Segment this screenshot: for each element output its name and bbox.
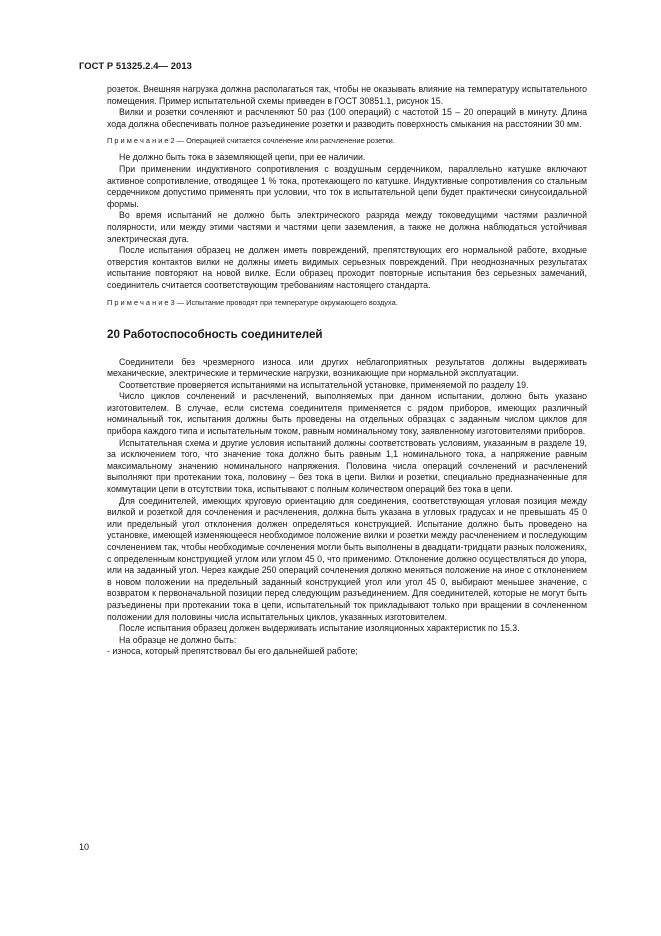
page-body (107, 84, 587, 658)
document-header: ГОСТ Р 51325.2.4— 2013 (79, 60, 192, 71)
paragraph: После испытания образец должен выдерживать испытание изоляционных характеристик по 15.3. (119, 623, 520, 634)
paragraph: розеток. Внешняя нагрузка должна располагаться так, чтобы не оказывать влияние на температуру испытательного помещения. Пример испытательной схемы приведен в ГОСТ 30851.1, рисунок 15. (107, 84, 587, 106)
section-title: 20 Работоспособность соединителей (107, 327, 323, 341)
paragraph: Соответствие проверяется испытаниями на испытательной установке, применяемой по разделу 19. (119, 379, 529, 390)
paragraph: Вилки и розетки сочленяют и расчленяют 50 раз (100 операций) с частотой 15 – 20 операций в минуту. Длина хода должна обеспечивать полное разъединение розетки и разводить поверхность смыкания на расстоянии 30 мм. (107, 107, 587, 129)
paragraph: Соединители без чрезмерного износа или других неблагоприятных результатов должны выдерживать механические, электрические и термические нагрузки, возникающие при нормальной эксплуатации. (107, 356, 587, 379)
paragraph: На образце не должно быть: (119, 634, 237, 645)
list-item: - износа, который препятствовал бы его дальнейшей работе; (107, 646, 358, 657)
paragraph: Для соединителей, имеющих круговую ориентацию для соединения, соответствующая угловая позиция между вилкой и розеткой для сочленения и расчленения, должна быть указана в угловых градусах и не превышать 45 0 или предельный угол отклонения должен определяться конструкцией. Испытание должно быть проведено на установке, имеющей изменяющееся необходимое положение вилки и розетки между расчленением и последующим сочленением так, чтобы необходимые сочленения могли быть выполнены в двадцати-тридцати разных положениях, с определенным конструкцией углом или углом 45 0, что применимо. Отклонение должно осуществляться до упора, или на заданный угол. Через каждые 250 операций сочленения должно меняться положение на иное с отклонением в новом положении на предельный заданный конструкцией угол или угол 45 0, выбирают меньшее значение, с возвратом к первоначальной позиции перед следующим разъединением. Для соединителей, которые не могут быть разъединены при протекании тока в цепи, испытательный ток прикладывают только при вращении в сочлененном положении для половины числа испытательных циклов, указанных изготовителем. (107, 495, 587, 622)
paragraph: После испытания образец не должен иметь повреждений, препятствующих его нормальной работе, входные отверстия контактов вилки не должны иметь видимых серьезных повреждений. При неоднозначных результатах испытание повторяют на новой вилке. Если образец проходит повторные испытания без серьезных замечаний, соединитель считается соответствующим требованиям настоящего стандарта. (107, 245, 587, 290)
paragraph: Не должно быть тока в заземляющей цепи, при ее наличии. (119, 152, 366, 163)
paragraph: При применении индуктивного сопротивления с воздушным сердечником, параллельно катушке включают активное сопротивление, отводящее 1 % тока, протекающего по катушке. Индуктивные сопротивления со стальным сердечником допустимо применять при условии, что ток в испытательной цепи будет практически синусоидальной формы. (107, 163, 587, 209)
paragraph: Испытательная схема и другие условия испытаний должны соответствовать условиям, указанным в разделе 19, за исключением того, что значение тока должно быть равным 1,1 номинального тока, а напряжение равным максимальному значению номинального напряжения. Половина числа операций сочленений и расчленений выполняют при протекании тока, половину – без тока в цепи. Вилки и розетки, специально предназначенные для коммутации цепи в отсутствии тока, испытывают с полным количеством операций без тока в цепи. (107, 437, 587, 495)
paragraph: Число циклов сочленений и расчленений, выполняемых при данном испытании, должно быть указано изготовителем. В случае, если система соединителя применяется с рядом приборов, имеющих различный номинальный ток, испытания должны быть проведены на отдельных образцах с заданным числом циклов для прибора каждого типа и испытательным током, равным номинальному току, заявленному изготовителями приборов. (107, 391, 587, 437)
page-number: 10 (79, 842, 90, 852)
note: П р и м е ч а н и е 2 — Операцией считается сочленение или расчленение розетки. (107, 136, 395, 146)
paragraph: Во время испытаний не должно быть электрического разряда между токоведущими частями различной полярности, или между этими частями и частями цепи заземления, а также не должна наблюдаться устойчивая электрическая дуга. (107, 210, 587, 244)
note: П р и м е ч а н и е 3 — Испытание проводят при температуре окружающего воздуха. (107, 297, 398, 307)
